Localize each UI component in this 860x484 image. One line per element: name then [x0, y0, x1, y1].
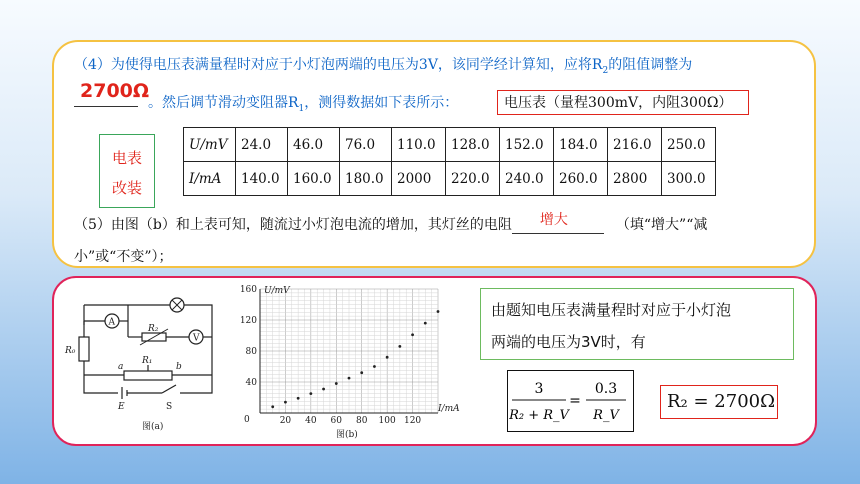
origin-label: 0	[244, 415, 250, 425]
answer-increase: 增大	[539, 212, 568, 228]
table-cell: 2000	[392, 162, 446, 196]
question4-line1: （4）为使得电压表满量程时对应于小灯泡两端的电压为3V，该同学经计算知，应将$R_2$的阻值调整为	[74, 57, 693, 76]
right-denominator: R_V	[593, 408, 619, 423]
data-point	[284, 401, 287, 404]
data-point	[411, 333, 414, 336]
note-line2: 两端的电压为3V时，有	[491, 333, 646, 351]
table-cell: 260.0	[554, 162, 608, 196]
row-label-i: I/mA	[184, 162, 236, 196]
x-tick-label: 80	[355, 416, 368, 426]
graph-x-ticks	[280, 416, 422, 426]
tag-line1: 电表	[111, 149, 142, 167]
row-label-u: U/mV	[184, 128, 236, 162]
table-cell: 220.0	[446, 162, 500, 196]
right-numerator: 0.3	[594, 381, 618, 397]
y-tick-label: 160	[239, 285, 257, 295]
voltmeter-spec-box: 电压表（量程300mV，内阻300Ω）	[497, 90, 749, 115]
circuit-diagram	[62, 285, 234, 437]
meter-modification-tag	[99, 134, 155, 208]
table-row-u	[184, 128, 716, 162]
battery-label: E	[118, 402, 125, 412]
table-cell: 2800	[608, 162, 662, 196]
answer-blank	[74, 80, 150, 107]
graph-y-ticks	[240, 285, 257, 388]
equals-sign: =	[569, 393, 581, 409]
data-point	[348, 377, 351, 380]
figure-b-caption: 图(b)	[336, 430, 358, 440]
table-cell: 240.0	[500, 162, 554, 196]
y-tick-label: 120	[239, 316, 257, 326]
data-point	[335, 382, 338, 385]
data-point	[360, 371, 363, 374]
graph-grid	[260, 289, 438, 413]
table-cell: 180.0	[340, 162, 392, 196]
r2-label: R₂	[148, 324, 159, 334]
data-point	[297, 397, 300, 400]
left-numerator: 3	[534, 381, 544, 397]
ammeter-label: A	[108, 317, 115, 328]
x-tick-label: 20	[279, 416, 292, 426]
data-point	[309, 392, 312, 395]
x-tick-label: 60	[330, 416, 343, 426]
x-tick-label: 100	[378, 416, 396, 426]
table-cell: 110.0	[392, 128, 446, 162]
data-point	[373, 365, 376, 368]
table-cell: 76.0	[340, 128, 392, 162]
r0-label: R₀	[65, 346, 76, 356]
switch-label: S	[166, 402, 173, 412]
data-point	[437, 310, 440, 313]
table-cell: 250.0	[662, 128, 716, 162]
data-point	[424, 322, 427, 325]
note-line1: 由题知电压表满量程时对应于小灯泡	[491, 301, 732, 319]
table-cell: 300.0	[662, 162, 716, 196]
ui-graph	[238, 283, 466, 443]
table-cell: 46.0	[288, 128, 340, 162]
table-cell: 216.0	[608, 128, 662, 162]
x-tick-label: 120	[403, 416, 422, 426]
table-row-i	[184, 162, 716, 196]
question4-line2: 2700Ω 。然后调节滑动变阻器$R_1$，测得数据如下表所示：	[74, 88, 458, 114]
y-tick-label: 40	[245, 378, 257, 388]
table-cell: 140.0	[236, 162, 288, 196]
solution-note-box	[480, 288, 794, 360]
table-cell: 184.0	[554, 128, 608, 162]
question5-line2: 小”或“不变”）；	[74, 249, 173, 265]
left-denominator: R₂ + R_V	[509, 408, 569, 423]
voltmeter-label: V	[193, 333, 200, 344]
terminal-a-label: a	[118, 362, 124, 372]
result-box: R₂ = 2700Ω	[660, 385, 778, 419]
ratio-equation	[508, 371, 632, 431]
table-cell: 152.0	[500, 128, 554, 162]
terminal-b-label: b	[176, 362, 182, 372]
data-point	[271, 405, 274, 408]
table-cell: 128.0	[446, 128, 500, 162]
y-axis-label: U/mV	[264, 286, 290, 296]
data-point	[398, 345, 401, 348]
y-tick-label: 80	[245, 347, 257, 357]
answer5-blank	[512, 212, 604, 234]
tag-line2: 改装	[111, 179, 142, 197]
r1-label: R₁	[142, 356, 153, 366]
answer-2700: 2700Ω	[80, 80, 150, 102]
table-cell: 24.0	[236, 128, 288, 162]
equation-box	[507, 370, 634, 432]
figure-a-caption: 图(a)	[142, 422, 164, 432]
question5-line1: （5）由图（b）和上表可知，随流过小灯泡电流的增加，其灯丝的电阻 增大 （填“增大”“减	[74, 214, 707, 234]
x-axis-label: I/mA	[438, 404, 460, 414]
data-point	[386, 356, 389, 359]
data-table	[183, 127, 716, 196]
x-tick-label: 40	[305, 416, 317, 426]
table-cell: 160.0	[288, 162, 340, 196]
data-point	[322, 388, 325, 391]
